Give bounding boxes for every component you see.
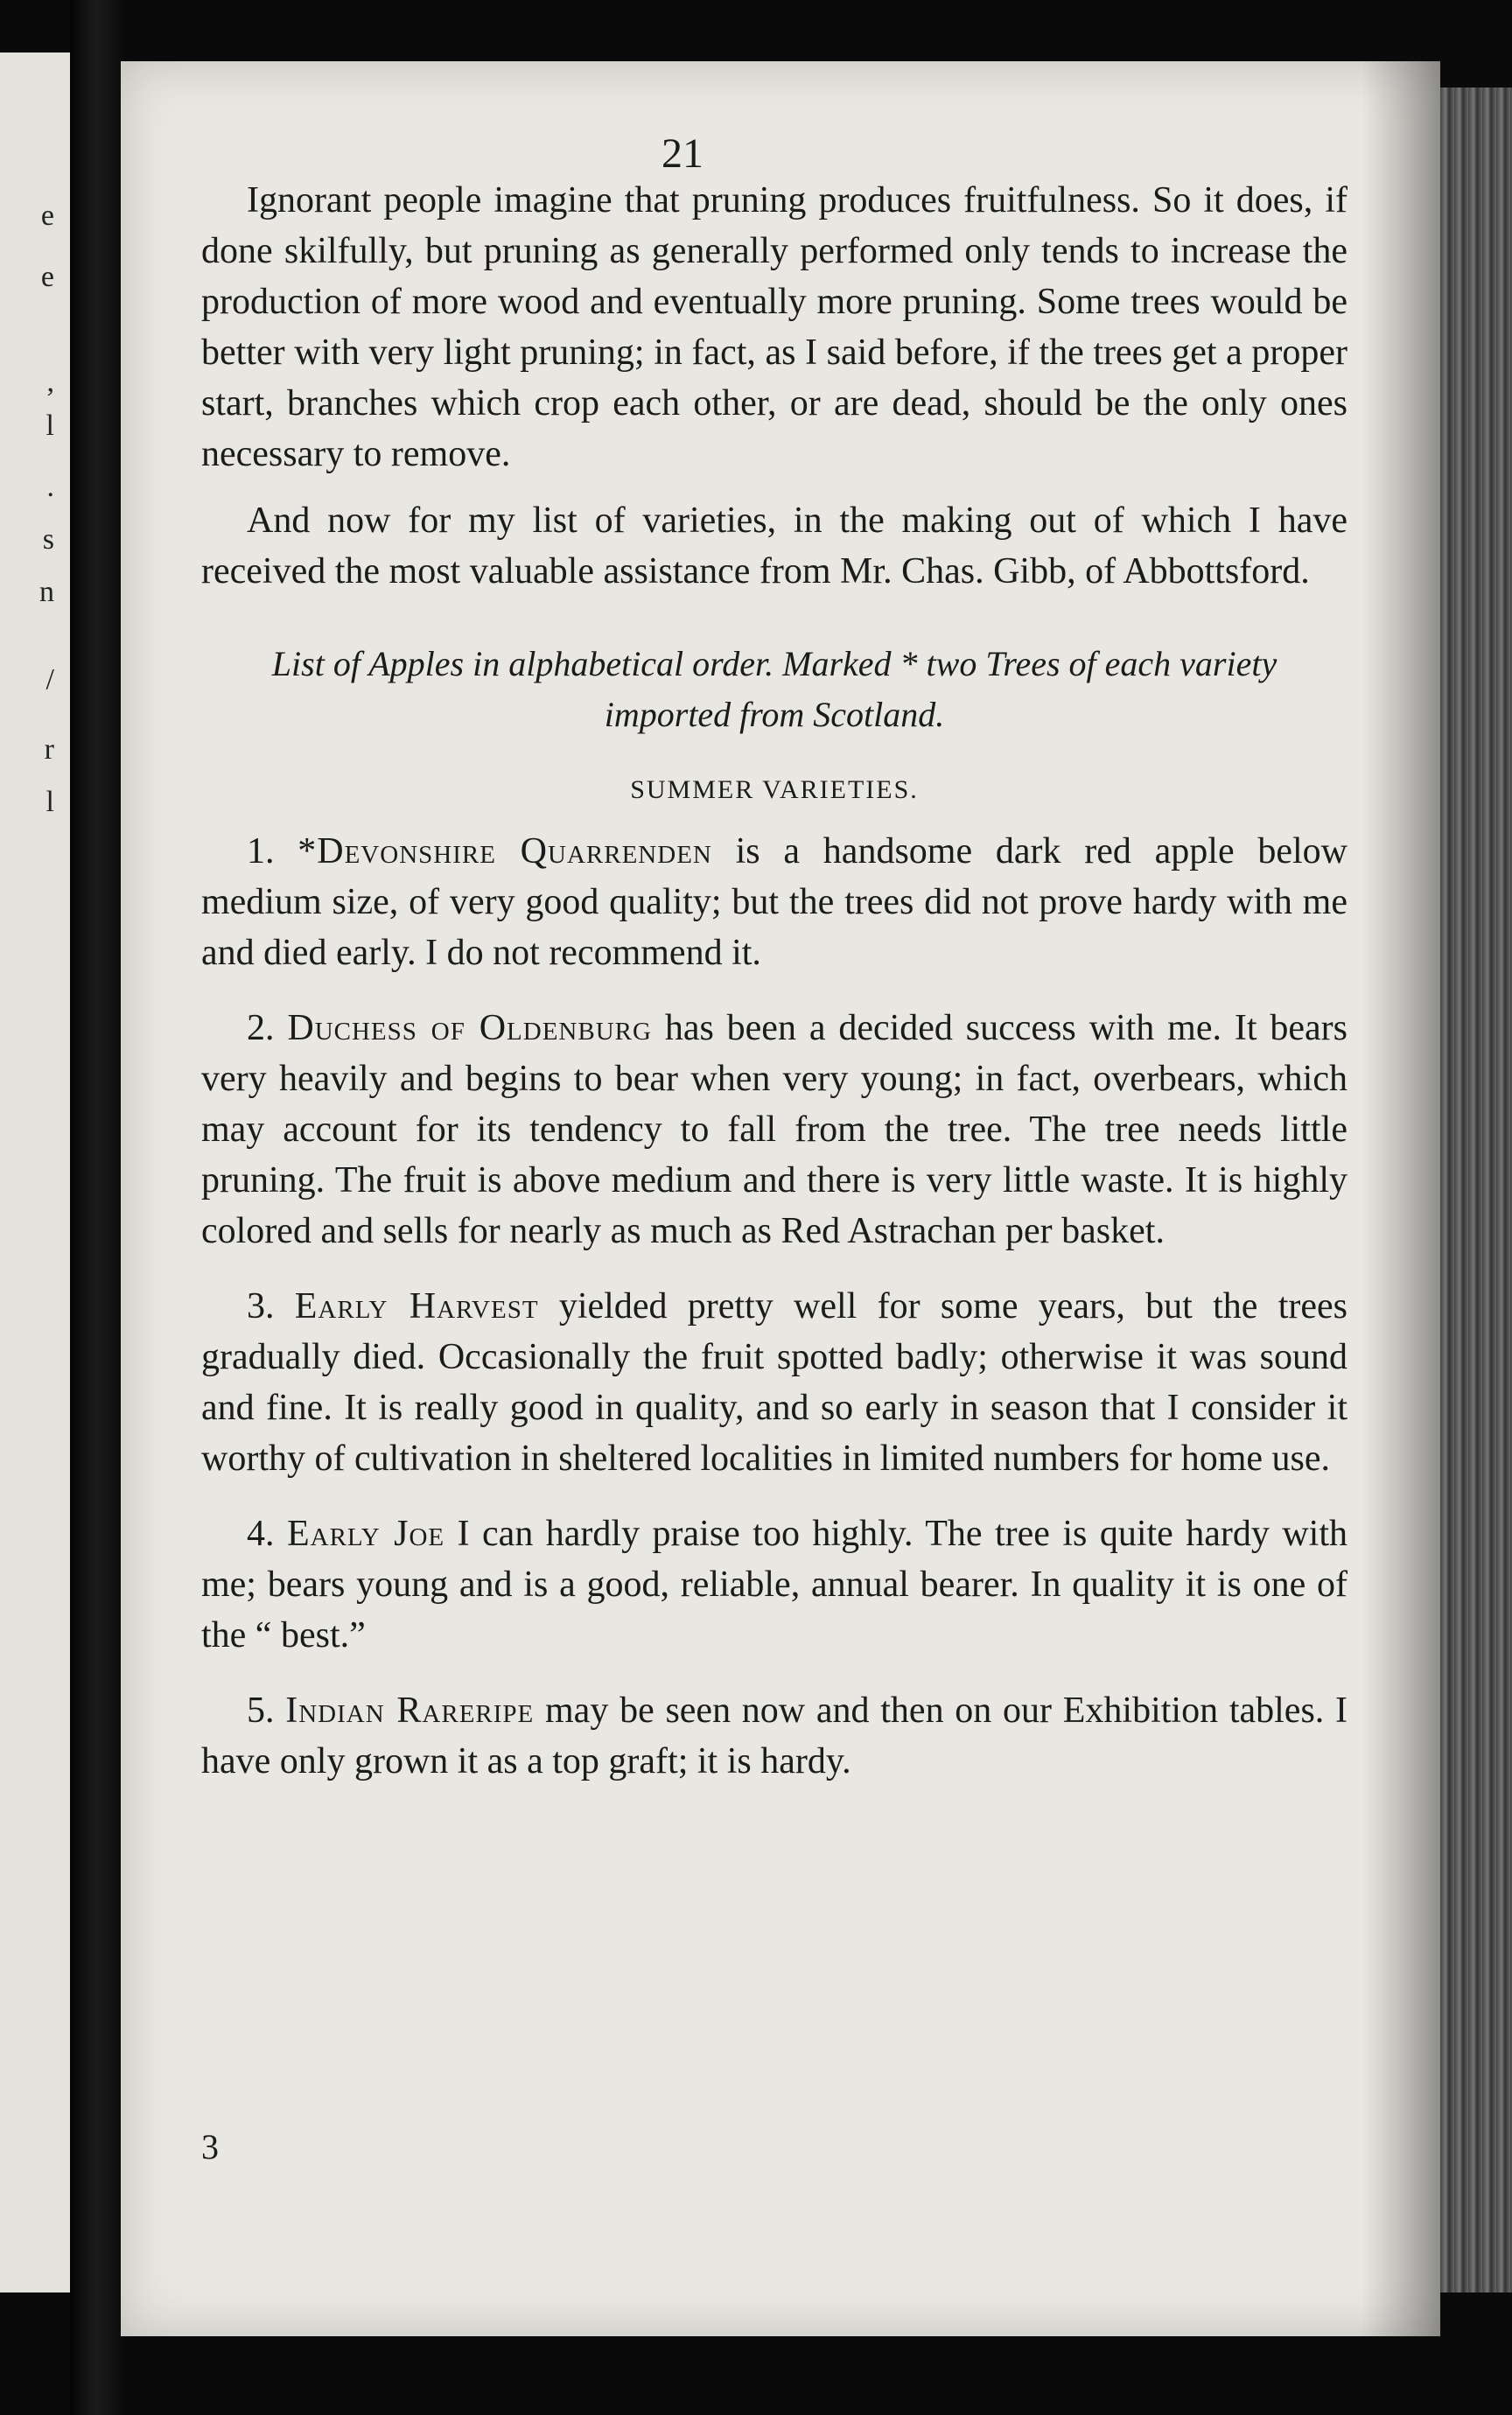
margin-fragment: l bbox=[46, 786, 54, 818]
variety-name: Early Harvest bbox=[294, 1286, 539, 1326]
entry-number: 2. bbox=[247, 1008, 275, 1048]
margin-fragment: . bbox=[46, 471, 54, 503]
signature-mark: 3 bbox=[201, 2127, 219, 2166]
paragraph-pruning: Ignorant people imagine that pruning produces fruitfulness. So it does, if done skilfully, but pruning as generally performed only tends to increase the production of more wood and eventually more pruning. Some trees would be better with very light pruning; in fact, as I said before, if the trees get a proper start, branches which crop each other, or are dead, should be the only ones necessary to remove. bbox=[201, 180, 1348, 474]
entry-number: 5. bbox=[247, 1690, 275, 1731]
book-gutter bbox=[70, 0, 122, 2415]
page-stack-edge bbox=[1440, 88, 1512, 2292]
entry-number: 4. bbox=[247, 1514, 275, 1554]
margin-fragment: , bbox=[46, 366, 54, 398]
paragraph-varieties-intro: And now for my list of varieties, in the making out of which I have received the most valuable assistance from Mr. Chas. Gibb, of Abbottsford. bbox=[201, 500, 1348, 592]
variety-name: Indian Rareripe bbox=[285, 1690, 535, 1731]
variety-description: has been a decided success with me. It bears very heavily and begins to bear when very young; in fact, overbears, which may account for its tendency to fall from the tree. The tree needs little pruning. The fruit is above medium and there is very little waste. It is highly colored and sells for nearly as much as Red Astrachan per basket. bbox=[201, 1008, 1348, 1251]
variety-name: Early Joe bbox=[286, 1514, 445, 1554]
variety-description: yielded pretty well for some years, but the trees gradually died. Occasionally the fruit spotted badly; otherwise it was sound and fine. It is really good in quality, and so early in season that I consider it worthy of cultivation in sheltered localities in limited numbers for home use. bbox=[201, 1286, 1348, 1479]
variety-entry bbox=[201, 1685, 1348, 1787]
variety-entry bbox=[201, 1508, 1348, 1661]
entry-number: 1. bbox=[247, 831, 275, 872]
margin-fragment: r bbox=[44, 733, 54, 766]
adjacent-page-edge bbox=[0, 52, 70, 2292]
section-heading: SUMMER VARIETIES. bbox=[630, 775, 919, 804]
variety-name: *Devonshire Quarrenden bbox=[298, 831, 712, 872]
page-shadow bbox=[1362, 61, 1440, 2336]
margin-fragment: s bbox=[42, 523, 54, 556]
variety-description: I can hardly praise too highly. The tree is quite hardy with me; bears young and is a good, reliable, annual bearer. In quality it is one of the “ best.” bbox=[201, 1514, 1348, 1656]
page-content bbox=[201, 175, 1348, 1811]
variety-entry bbox=[201, 1281, 1348, 1484]
entry-number: 3. bbox=[247, 1286, 275, 1326]
variety-description: is a handsome dark red apple below medium size, of very good quality; but the trees did not prove hardy with me and died early. I do not recommend it. bbox=[201, 831, 1348, 973]
variety-entry bbox=[201, 1003, 1348, 1256]
margin-fragment: e bbox=[40, 200, 54, 232]
variety-entry bbox=[201, 826, 1348, 978]
variety-name: Duchess of Oldenburg bbox=[287, 1008, 652, 1048]
margin-fragment: e bbox=[40, 261, 54, 293]
margin-fragment: n bbox=[39, 576, 54, 608]
margin-fragment: / bbox=[46, 663, 54, 696]
variety-description: may be seen now and then on our Exhibition tables. I have only grown it as a top graft; it is hardy. bbox=[201, 1690, 1348, 1782]
margin-fragment: l bbox=[46, 410, 54, 442]
list-title: List of Apples in alphabetical order. Marked * two Trees of each variety imported from Scotland. bbox=[271, 644, 1278, 734]
book-page bbox=[121, 61, 1440, 2336]
page-number: 21 bbox=[662, 130, 704, 177]
